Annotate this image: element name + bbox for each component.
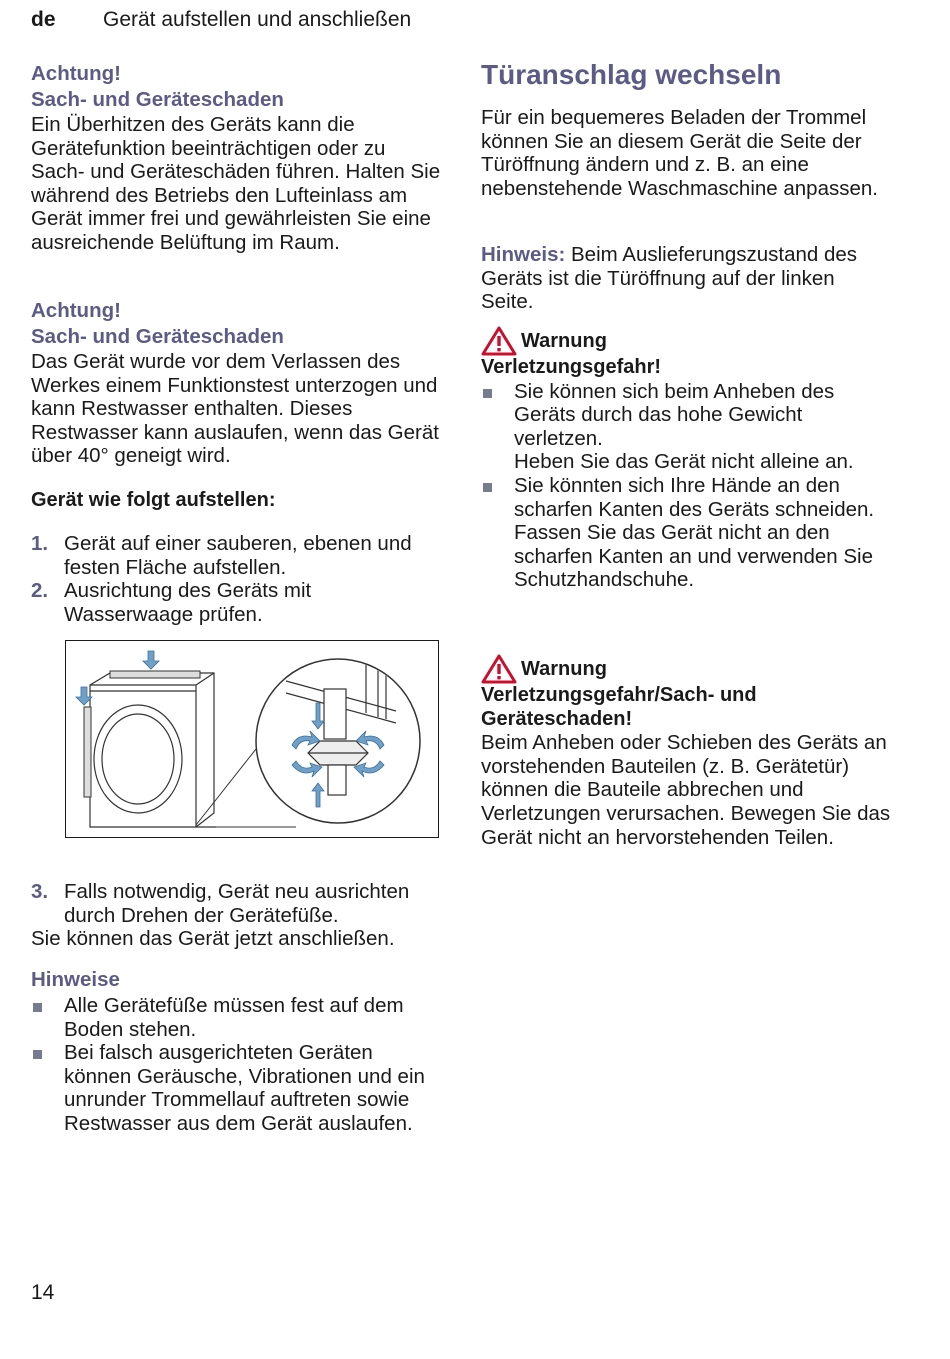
bullet-square-icon (33, 1050, 42, 1059)
caution-text: Das Gerät wurde vor dem Verlassen des Werkes einem Funktionstest unterzogen und kann Restwasser enthalten. Dieses Restwasser kann auslaufen, wenn das Gerät über 40° geneigt wird. (31, 350, 439, 468)
section-title: Gerät aufstellen und anschließen (103, 8, 412, 31)
warning-header (481, 654, 891, 684)
warning-text: Beim Anheben oder Schieben des Geräts an vorstehenden Bauteilen (z. B. Gerätetür) können die Bauteile abbrechen und Verletzungen verursachen. Bewegen Sie das Gerät nicht an hervorstehenden Teilen. (481, 731, 891, 849)
warning-header (481, 326, 891, 356)
caution-subtitle: Sach- und Geräteschaden (31, 325, 284, 348)
setup-heading: Gerät wie folgt aufstellen: (31, 489, 276, 511)
list-item (481, 474, 891, 592)
bullet-square-icon (33, 1003, 42, 1012)
steps-list-b (31, 880, 441, 927)
caution-block-2 (31, 298, 441, 468)
caution-title: Achtung! (31, 299, 121, 322)
warning-label: Warnung (521, 330, 607, 352)
list-item (31, 1041, 441, 1135)
dryer-feet-drawing (66, 641, 438, 837)
section-heading: Türanschlag wechseln (481, 59, 782, 90)
intro-text: Für ein bequemeres Beladen der Trommel können Sie an diesem Gerät die Seite der Türöffnung ändern und z. B. an eine nebenstehende Waschmaschine anpassen. (481, 106, 878, 200)
bullet-square-icon (483, 483, 492, 492)
step-text: Falls notwendig, Gerät neu ausrichten durch Drehen der Gerätefüße. (64, 880, 410, 927)
list-item (31, 994, 441, 1041)
warning-label: Warnung (521, 658, 607, 680)
note-text: Alle Gerätefüße müssen fest auf dem Boden stehen. (64, 994, 404, 1041)
action-text: Fassen Sie das Gerät nicht an den scharfen Kanten an und verwenden Sie Schutzhandschuhe. (514, 521, 874, 592)
step-number: 2. (31, 579, 49, 603)
language-code: de (31, 8, 56, 31)
list-item (31, 532, 441, 579)
bullet-square-icon (483, 389, 492, 398)
warning-triangle-icon (481, 326, 517, 356)
warning-list (481, 380, 891, 592)
step-number: 1. (31, 532, 49, 555)
warning-title: Verletzungsgefahr/Sach- und Geräteschaden! (481, 684, 757, 730)
list-item (31, 880, 441, 927)
tip-label: Hinweis: (481, 243, 566, 266)
caution-subtitle: Sach- und Geräteschaden (31, 88, 284, 111)
caution-title: Achtung! (31, 62, 121, 85)
steps-list-a (31, 532, 441, 626)
step-text: Ausrichtung des Geräts mit Wasserwaage prüfen. (64, 579, 312, 626)
caution-text: Ein Überhitzen des Geräts kann die Gerätefunktion beeinträchtigen oder zu Sach- und Geräteschäden führen. Halten Sie während des Betriebs den Lufteinlass am Gerät immer frei und gewährleisten Sie eine ausreichende Belüftung im Raum. (31, 113, 441, 254)
after-steps-text: Sie können das Gerät jetzt anschließen. (31, 927, 395, 950)
warning-title: Verletzungsgefahr! (481, 356, 662, 378)
list-item (31, 579, 441, 626)
step-text: Gerät auf einer sauberen, ebenen und festen Fläche aufstellen. (64, 532, 412, 579)
step-number: 3. (31, 880, 49, 903)
hazard-text: Sie könnten sich Ihre Hände an den scharfen Kanten des Geräts schneiden. (514, 473, 875, 521)
note-text: Bei falsch ausgerichteten Geräten können Geräusche, Vibrationen und ein unrunder Trommellauf auftreten sowie Restwasser aus dem Gerät auslaufen. (64, 1041, 425, 1135)
action-text: Heben Sie das Gerät nicht alleine an. (514, 450, 854, 474)
page-number: 14 (31, 1281, 55, 1304)
warning-block-2 (481, 654, 891, 849)
caution-block-1 (31, 61, 441, 255)
warning-block-1 (481, 326, 891, 592)
hazard-text: Sie können sich beim Anheben des Geräts durch das hohe Gewicht verletzen. (514, 379, 835, 450)
notes-title: Hinweise (31, 968, 120, 991)
list-item (481, 380, 891, 474)
leveling-illustration (65, 640, 439, 838)
warning-triangle-icon (481, 654, 517, 684)
tip-text: Beim Auslieferungszustand des Geräts ist die Türöffnung auf der linken Seite. (481, 243, 858, 314)
tip-block (481, 243, 891, 314)
notes-list (31, 994, 441, 1136)
